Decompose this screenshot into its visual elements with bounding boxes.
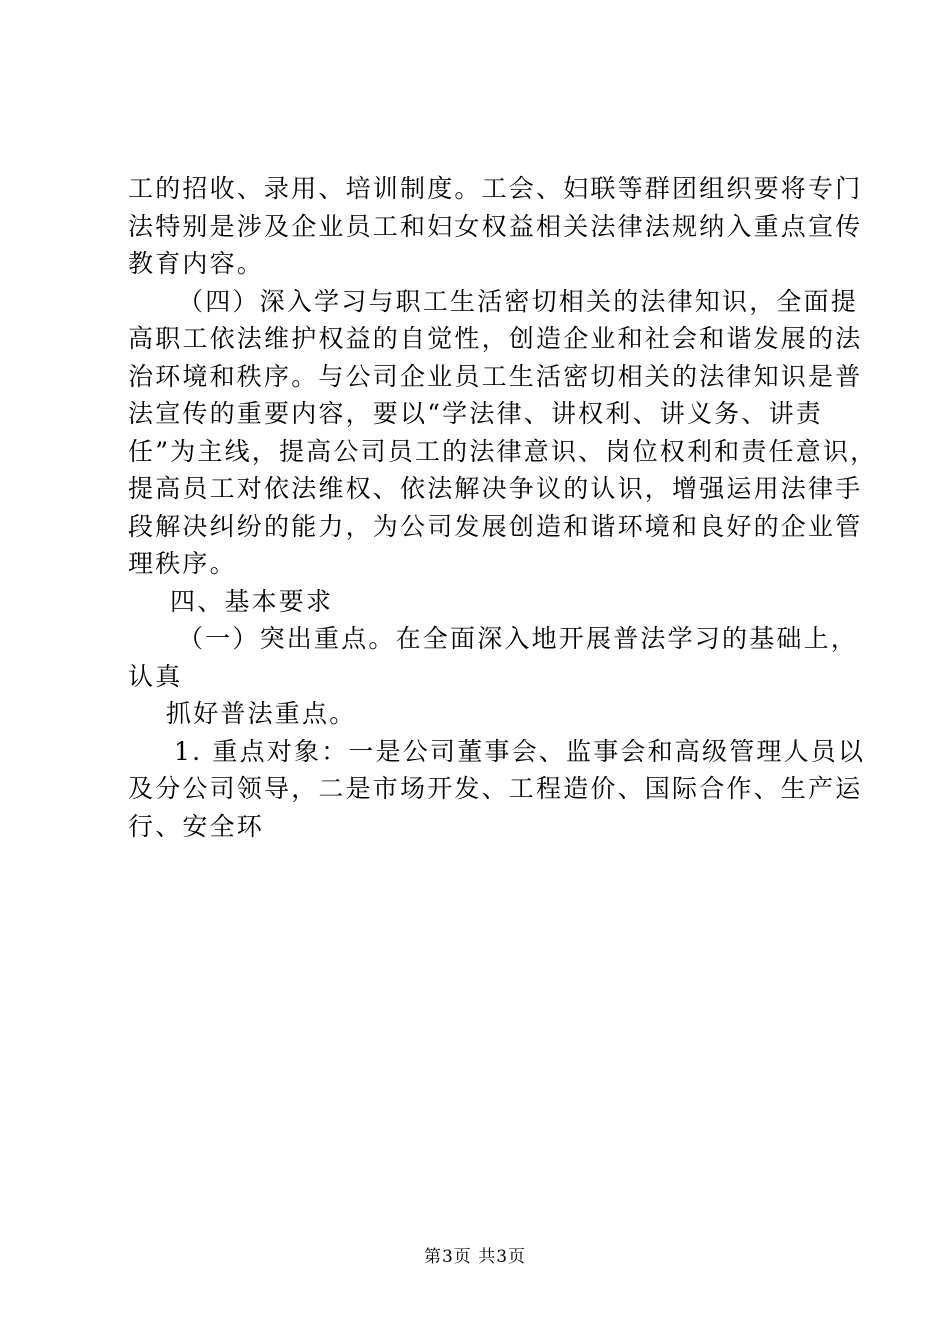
page-number-footer: 第3页 共3页 (423, 1247, 527, 1267)
text-line: 法特别是涉及企业员工和妇女权益相关法律法规纳入重点宣传 (128, 211, 863, 241)
text-line: （四）深入学习与职工生活密切相关的法律知识，全面提 (178, 286, 859, 316)
text-line: 段解决纠纷的能力，为公司发展创造和谐环境和良好的企业管 (128, 511, 863, 541)
document-body (128, 170, 878, 845)
text-line: 教育内容。 (128, 249, 265, 278)
text-line: 任”为主线，提高公司员工的法律意识、岗位权利和责任意识， (128, 436, 878, 466)
text-line: 抓好普法重点。 (166, 699, 357, 728)
text-line: 治环境和秩序。与公司企业员工生活密切相关的法律知识是普 (128, 361, 863, 391)
text-line: 工的招收、录用、培训制度。工会、妇联等群团组织要将专门 (128, 174, 863, 203)
text-line: 理秩序。 (128, 549, 237, 578)
text-line: 高职工依法维护权益的自觉性，创造企业和社会和谐发展的法 (128, 324, 863, 353)
section-heading: 四、基本要求 (170, 586, 334, 616)
text-line: 法宣传的重要内容，要以“学法律、讲权利、讲义务、讲责 (128, 399, 823, 428)
text-line: 及分公司领导，二是市场开发、工程造价、国际合作、生产运 (128, 774, 863, 803)
text-line: 提高员工对依法维权、依法解决争议的认识，增强运用法律手 (128, 474, 863, 503)
text-line: 认真 (128, 661, 183, 691)
text-line: （一）突出重点。在全面深入地开展普法学习的基础上， (178, 624, 859, 653)
text-line: 1. 重点对象：一是公司董事会、监事会和高级管理人员以 (174, 736, 866, 766)
text-line: 行、安全环 (128, 811, 265, 841)
